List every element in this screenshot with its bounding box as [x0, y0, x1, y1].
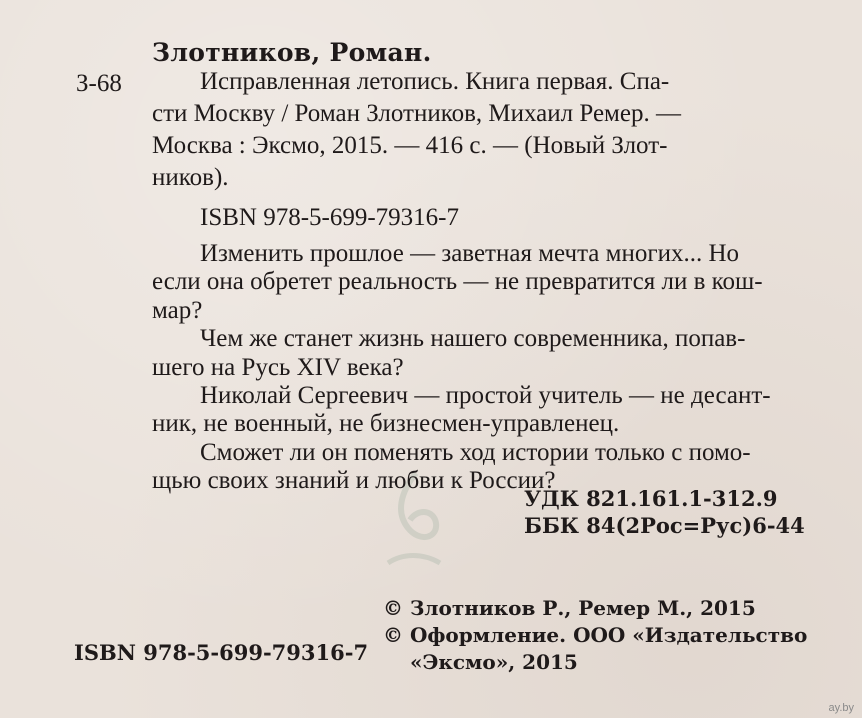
- annotation-line: Сможет ли он поменять ход истории только с помо-: [200, 438, 751, 466]
- isbn-bottom: ISBN 978-5-699-79316-7: [74, 640, 369, 665]
- annotation-line: шего на Русь XIV века?: [152, 353, 404, 381]
- annotation-line: мар?: [152, 296, 203, 324]
- annotation-line: Чем же станет жизнь нашего современника, попав-: [200, 325, 746, 353]
- classification-block: [524, 485, 805, 539]
- author-name: Злотников, Роман.: [152, 38, 432, 67]
- annotation-line: ник, не военный, не бизнесмен-управленец.: [152, 410, 620, 438]
- annotation-line: если она обретет реальность — не превратится ли в кош-: [152, 268, 763, 296]
- udk-code: УДК 821.161.1-312.9: [524, 486, 778, 511]
- isbn-main: ISBN 978-5-699-79316-7: [200, 204, 460, 231]
- copyright-publisher: «Эксмо», 2015: [410, 650, 578, 674]
- copyright-block: [383, 595, 807, 676]
- catalog-code: З-68: [76, 70, 122, 97]
- annotation-line: Изменить прошлое — заветная мечта многих... Но: [200, 240, 740, 267]
- bibliography-line: Москва : Эксмо, 2015. — 416 с. — (Новый Злот-: [152, 132, 668, 159]
- copyright-authors: © Злотников Р., Ремер М., 2015: [383, 596, 756, 620]
- annotation-line: Николай Сергеевич — простой учитель — не десант-: [200, 382, 771, 410]
- bibliography-line: сти Москву / Роман Злотников, Михаил Ремер. —: [152, 100, 681, 127]
- copyright-design: © Оформление. ООО «Издательство: [383, 623, 808, 647]
- annotation: [152, 240, 792, 496]
- watermark: ay.by: [828, 702, 854, 714]
- bibliography-line: Исправленная летопись. Книга первая. Спа-: [200, 68, 670, 95]
- bbk-code: ББК 84(2Рос=Рус)6-44: [524, 513, 805, 538]
- bibliographic-record: [152, 66, 792, 194]
- annotation-line: щью своих знаний и любви к России?: [152, 467, 556, 495]
- bibliography-line: ников).: [152, 164, 229, 191]
